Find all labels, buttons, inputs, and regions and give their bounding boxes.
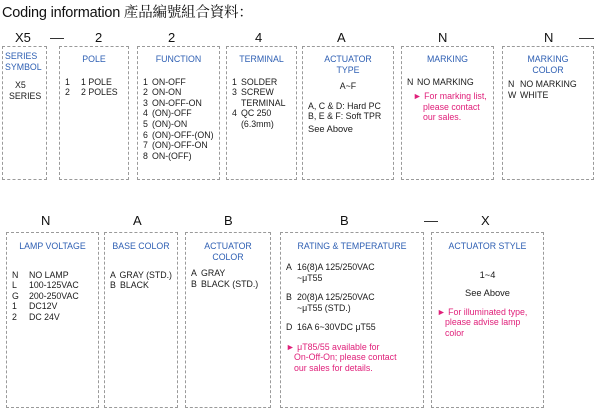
actuator-style-range: 1~4	[479, 269, 496, 280]
marking-note: please contact	[423, 101, 480, 112]
actuator-color-code: A	[191, 268, 197, 279]
pole-label: 1 POLE	[81, 76, 112, 87]
pole-label: 2 POLES	[81, 87, 118, 98]
actuator-color-box	[185, 232, 271, 408]
actuator-color-label: BLACK (STD.)	[201, 278, 259, 289]
actuator-color-heading: COLOR	[212, 251, 244, 262]
series-value: SERIES	[9, 90, 42, 101]
base-color-code: A	[110, 269, 116, 280]
marking-color-heading: MARKING	[527, 54, 569, 64]
lamp-voltage-code: G	[12, 290, 19, 301]
actuator-type-box	[302, 46, 394, 180]
function-label: (ON)-OFF-ON	[152, 140, 208, 151]
rating-note: On-Off-On; please contact	[294, 352, 397, 363]
terminal-heading: TERMINAL	[239, 54, 284, 64]
function-code: 8	[143, 150, 148, 161]
lamp-voltage-code: L	[12, 280, 17, 291]
actuator-type-see-above: See Above	[308, 123, 353, 134]
function-label: ON-ON	[152, 87, 182, 98]
marking-color-code: N	[508, 79, 515, 90]
marking-note: our sales.	[423, 112, 462, 123]
lamp-voltage-label: 100-125VAC	[29, 280, 79, 291]
base-color-label: BLACK	[120, 280, 149, 291]
code-separator	[50, 38, 64, 39]
function-label: (ON)-OFF	[152, 108, 192, 119]
marking-note: ► For marking list,	[413, 91, 487, 102]
rating-note: our sales for details.	[294, 362, 373, 373]
function-code: 4	[143, 108, 148, 119]
code-function: 2	[168, 30, 176, 45]
pole-box	[59, 46, 129, 180]
function-box	[137, 46, 220, 180]
function-code: 7	[143, 140, 148, 151]
terminal-box	[226, 46, 297, 180]
pole-code: 2	[65, 87, 70, 98]
function-code: 5	[143, 118, 148, 129]
rating-label: 16A 6~30VDC μT55	[297, 321, 376, 332]
actuator-style-heading: ACTUATOR STYLE	[448, 241, 527, 251]
terminal-label: (6.3mm)	[241, 118, 274, 129]
rating-temp: ~μT55 (STD.)	[297, 303, 351, 314]
code-actuator-style: X	[481, 213, 490, 228]
actuator-type-range: A~F	[339, 81, 357, 92]
base-color-label: GRAY (STD.)	[119, 269, 172, 280]
rating-heading: RATING & TEMPERATURE	[297, 241, 407, 251]
lamp-voltage-box	[6, 232, 99, 408]
function-label: ON-(OFF)	[152, 150, 192, 161]
terminal-label: SOLDER	[241, 76, 278, 87]
series-symbol-heading: SYMBOL	[5, 61, 42, 72]
code-separator	[579, 38, 594, 39]
code-marking-color: N	[544, 30, 554, 45]
lamp-voltage-heading: LAMP VOLTAGE	[19, 241, 86, 251]
marking-heading: MARKING	[426, 54, 469, 64]
lamp-voltage-label: NO LAMP	[29, 269, 69, 280]
base-color-heading: BASE COLOR	[112, 241, 170, 251]
marking-color-heading: COLOR	[532, 64, 564, 75]
marking-label: NO MARKING	[417, 76, 474, 87]
series-symbol-box	[2, 46, 47, 180]
pole-code: 1	[65, 76, 70, 87]
code-pole: 2	[95, 30, 103, 45]
lamp-voltage-code: 2	[12, 311, 17, 322]
lamp-voltage-label: DC12V	[29, 301, 58, 312]
pole-heading: POLE	[82, 54, 106, 64]
code-base-color: A	[133, 213, 142, 228]
function-label: (ON)-ON	[152, 118, 188, 129]
marking-color-code: W	[508, 89, 517, 100]
lamp-voltage-label: 200-250VAC	[29, 290, 79, 301]
actuator-style-note: color	[445, 327, 465, 338]
code-marking: N	[438, 30, 448, 45]
marking-code: N	[407, 76, 414, 87]
terminal-code: 4	[232, 108, 237, 119]
marking-color-box	[502, 46, 594, 180]
terminal-code	[232, 98, 241, 109]
actuator-type-line: A, C & D: Hard PC	[308, 100, 381, 111]
actuator-type-heading: TYPE	[336, 64, 360, 75]
actuator-style-see-above: See Above	[465, 288, 510, 299]
rating-label: 16(8)A 125/250VAC	[297, 261, 375, 272]
rating-note: ► μT85/55 available for	[286, 341, 380, 352]
function-label: ON-OFF	[152, 76, 186, 87]
rating-code: A	[286, 261, 292, 272]
terminal-code: 3	[232, 87, 237, 98]
base-color-box	[104, 232, 178, 408]
actuator-color-heading: ACTUATOR	[204, 241, 252, 251]
function-label: (ON)-OFF-(ON)	[152, 129, 214, 140]
terminal-code: 1	[232, 76, 237, 87]
actuator-style-note: ► For illuminated type,	[437, 306, 528, 317]
terminal-label: TERMINAL	[241, 97, 286, 108]
actuator-color-label: GRAY	[201, 268, 226, 279]
marking-box	[401, 46, 494, 180]
series-symbol-heading: SERIES	[5, 51, 38, 61]
lamp-voltage-code: 1	[12, 301, 17, 312]
code-lamp-voltage: N	[41, 213, 51, 228]
code-separator	[424, 221, 438, 222]
code-series: X5	[15, 30, 31, 45]
function-code: 2	[143, 87, 148, 98]
terminal-label: SCREW	[241, 87, 274, 98]
page-title: Coding information 產品編號組合資料：	[2, 5, 253, 21]
code-actuator-type: A	[337, 30, 346, 45]
marking-color-label: WHITE	[520, 89, 549, 100]
function-code: 3	[143, 97, 148, 108]
actuator-type-line: B, E & F: Soft TPR	[308, 111, 382, 122]
function-label: ON-OFF-ON	[152, 97, 202, 108]
terminal-label: QC 250	[241, 108, 272, 119]
code-rating: B	[340, 213, 349, 228]
terminal-code	[232, 119, 241, 130]
lamp-voltage-label: DC 24V	[29, 311, 60, 322]
rating-temperature-box	[280, 232, 424, 408]
actuator-style-note: please advise lamp	[445, 317, 521, 328]
function-heading: FUNCTION	[155, 54, 202, 64]
rating-code: B	[286, 291, 292, 302]
lamp-voltage-code: N	[12, 269, 19, 280]
rating-temp: ~μT55	[297, 273, 323, 284]
actuator-type-heading: ACTUATOR	[324, 54, 372, 64]
rating-code: D	[286, 321, 293, 332]
code-terminal: 4	[255, 30, 263, 45]
marking-color-label: NO MARKING	[520, 79, 577, 90]
function-code: 1	[143, 76, 148, 87]
rating-label: 20(8)A 125/250VAC	[297, 291, 375, 302]
base-color-code: B	[110, 280, 116, 291]
actuator-style-box	[431, 232, 544, 408]
actuator-color-code: B	[191, 278, 197, 289]
code-actuator-color: B	[224, 213, 233, 228]
function-code: 6	[143, 129, 148, 140]
series-value: X5	[15, 80, 26, 91]
